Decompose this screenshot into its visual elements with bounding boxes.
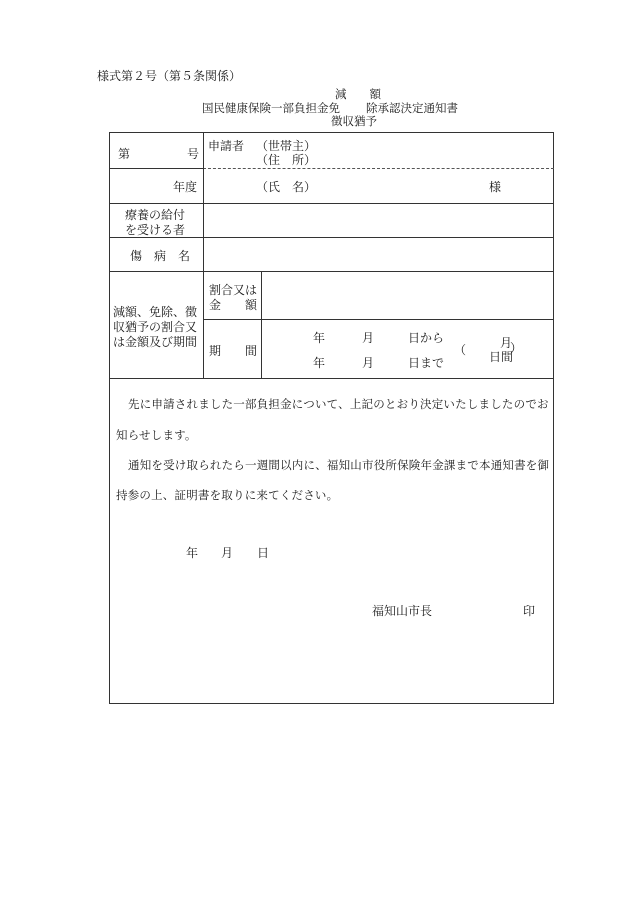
para1-line1: 先に申請されました一部負担金について、上記のとおり決定いたしましたのでお	[128, 397, 549, 411]
title-main-left: 国民健康保険一部負担金免	[202, 101, 340, 115]
name-label: （氏 名）	[256, 180, 317, 194]
until-month: 月	[362, 356, 375, 370]
until-year: 年	[313, 356, 326, 370]
paren-month: 月	[500, 336, 513, 350]
reduction-label-3: は金額及び期間	[113, 335, 198, 349]
address-label: （住 所）	[256, 153, 317, 167]
form-number: 様式第２号（第５条関係）	[97, 69, 242, 83]
paren-days: 日間	[489, 350, 514, 364]
reduction-label-1: 減額、免除、徴	[113, 305, 198, 319]
title-bottom: 徴収猶予	[331, 114, 377, 128]
date-month: 月	[221, 546, 234, 560]
title-main-right: 除承認決定通知書	[366, 101, 458, 115]
mayor-label: 福知山市長	[372, 604, 433, 618]
injury-label: 傷 病 名	[130, 249, 191, 263]
title-top: 減 額	[335, 87, 381, 101]
year-label: 年度	[173, 180, 198, 194]
paren-open: （	[454, 343, 467, 357]
para2-line2: 持参の上、証明書を取りに来てください。	[116, 488, 339, 502]
reduction-label-2: 収猶予の割合又	[113, 320, 198, 334]
seal-mark: 印	[523, 604, 536, 618]
para1-line2: 知らせします。	[116, 428, 197, 442]
from-month: 月	[362, 331, 375, 345]
ratio-label-1: 割合又は	[209, 283, 258, 297]
paren-close: ）	[510, 341, 523, 355]
para2-line1: 通知を受け取られたら一週間以内に、福知山市役所保険年金課まで本通知書を御	[128, 458, 550, 472]
number-label-go: 号	[187, 147, 200, 161]
from-year: 年	[313, 331, 326, 345]
from-label: 日から	[408, 331, 445, 345]
recipient-label-1: 療養の給付	[125, 208, 186, 222]
applicant-label: 申請者	[208, 139, 245, 153]
sama-label: 様	[489, 180, 502, 194]
recipient-label-2: を受ける者	[125, 223, 186, 237]
until-label: 日まで	[408, 356, 445, 370]
number-label-dai: 第	[118, 147, 131, 161]
date-day: 日	[257, 546, 270, 560]
date-year: 年	[186, 546, 199, 560]
householder-label: （世帯主）	[256, 139, 317, 153]
period-label: 期 間	[209, 344, 258, 358]
ratio-label-2: 金 額	[209, 298, 258, 312]
